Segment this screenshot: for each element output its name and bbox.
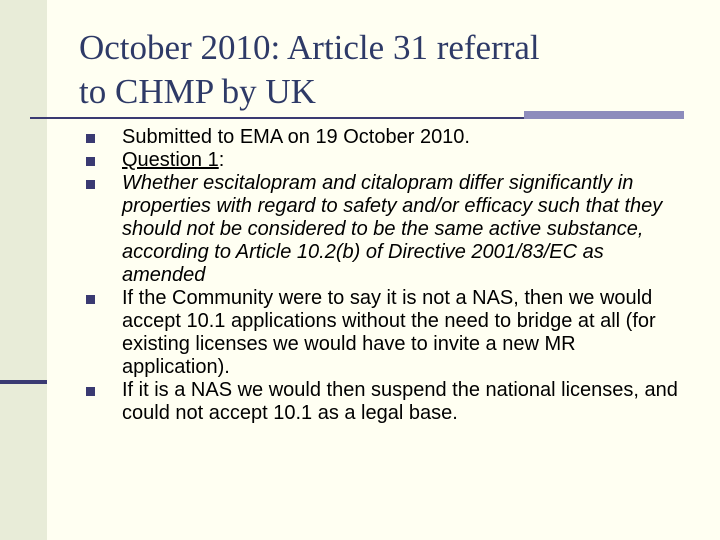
bullet-list: [86, 126, 686, 425]
bullet-text: Submitted to EMA on 19 October 2010.: [122, 126, 470, 148]
bullet-text: :: [218, 149, 225, 171]
slide-title: [79, 26, 679, 114]
title-divider-accent: [524, 111, 684, 119]
title-line-2: to CHMP by UK: [79, 72, 316, 111]
bullet-item: [86, 379, 686, 425]
bullet-item: [86, 172, 686, 287]
square-bullet-icon: [86, 295, 95, 304]
left-decorative-band: [0, 0, 47, 540]
left-accent-bar: [0, 380, 47, 384]
square-bullet-icon: [86, 134, 95, 143]
bullet-text-underlined: Question 1: [122, 149, 219, 171]
title-line-1: October 2010: Article 31 referral: [79, 28, 540, 67]
bullet-item: [86, 149, 686, 172]
square-bullet-icon: [86, 180, 95, 189]
bullet-item: [86, 287, 686, 379]
bullet-text: If it is a NAS we would then suspend the national licenses, and could not accept 10.1 as a legal base.: [122, 379, 678, 424]
bullet-text: If the Community were to say it is not a NAS, then we would accept 10.1 applications without the need to bridge at all (for existing licenses we would have to invite a new MR application).: [122, 287, 656, 378]
square-bullet-icon: [86, 387, 95, 396]
bullet-item: [86, 126, 686, 149]
square-bullet-icon: [86, 157, 95, 166]
bullet-text: Whether escitalopram and citalopram differ significantly in properties with regard to safety and/or efficacy such that they should not be considered to be the same active substance, according to Article 10.2(b) of Directive 2001/83/EC as amended: [122, 172, 663, 286]
